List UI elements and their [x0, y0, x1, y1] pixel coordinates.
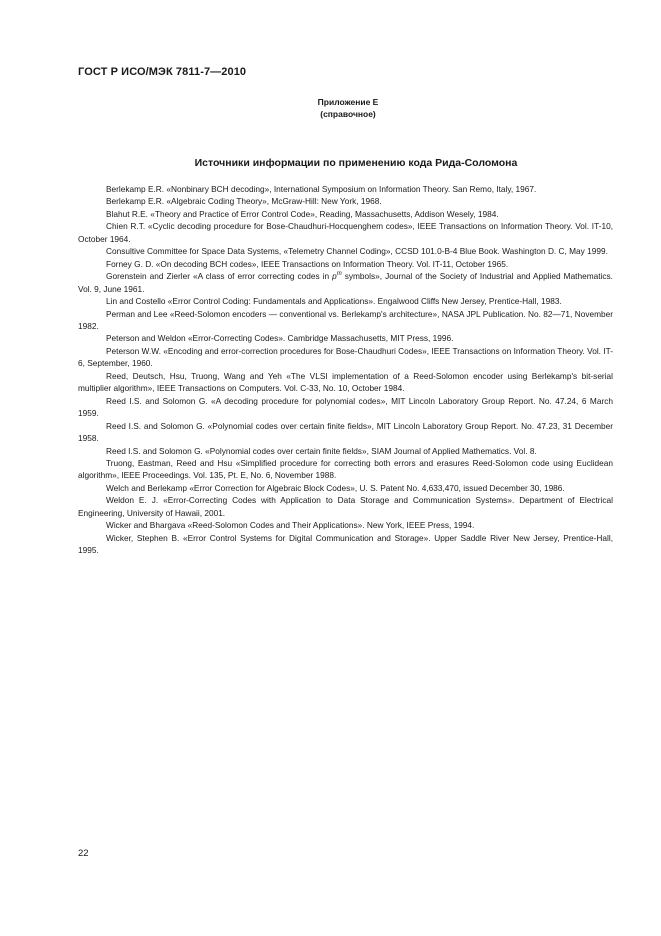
- reference-item: Weldon E. J. «Error-Correcting Codes with Application to Data Storage and Communication Systems». Department of Electrical Engineering, University of Hawaii, 2001.: [78, 495, 613, 518]
- reference-item: Berlekamp E.R. «Algebraic Coding Theory», McGraw-Hill: New York, 1968.: [106, 196, 382, 207]
- reference-item: Wicker, Stephen B. «Error Control Systems for Digital Communication and Storage». Upper Saddle River New Jersey, Prentice-Hall, 1995.: [78, 532, 613, 556]
- reference-list: [78, 183, 613, 557]
- math-exponent: m: [336, 271, 342, 278]
- reference-item: Forney G. D. «On decoding BCH codes», IEEE Transactions on Information Theory. Vol. IT-11, October 1965.: [106, 258, 509, 269]
- reference-item: Reed I.S. and Solomon G. «Polynomial codes over certain finite fields», MIT Lincoln Laboratory Group Report. No. 47.23, 31 December 1958.: [78, 420, 613, 444]
- appendix-type: (справочное): [320, 109, 376, 119]
- reference-item: Consultive Committee for Space Data Systems, «Telemetry Channel Coding», CCSD 101.0-B-4 Blue Book. Washington D. C, May 1999.: [106, 246, 608, 257]
- reference-item: Reed I.S. and Solomon G. «Polynomial codes over certain finite fields», SIAM Journal of Applied Mathematics. Vol. 8.: [106, 445, 537, 456]
- reference-text: Gorenstein and Zierler «A class of error correcting codes in: [106, 271, 333, 282]
- reference-item: Lin and Costello «Error Control Coding: Fundamentals and Applications». Engalwood Cliffs New Jersey, Prentice-Hall, 1983.: [106, 296, 562, 307]
- reference-item: Reed, Deutsch, Hsu, Truong, Wang and Yeh «The VLSI implementation of a Reed-Solomon encoder using Berlekamp's bit-serial multiplier algorithm», IEEE Transactions on Computers. Vol. C-33, No. 10, October 1984.: [78, 370, 613, 394]
- reference-item: [78, 270, 613, 295]
- reference-item: Reed I.S. and Solomon G. «A decoding procedure for polynomial codes», MIT Lincoln Laboratory Group Report. No. 47.24, 6 March 1959.: [78, 395, 613, 419]
- appendix-label: Приложение Е: [317, 97, 379, 107]
- reference-item: Peterson and Weldon «Error-Correcting Codes». Cambridge Massachusetts, MIT Press, 1996.: [106, 333, 454, 344]
- reference-item: Truong, Eastman, Reed and Hsu «Simplified procedure for correcting both errors and erasures Reed-Solomon code using Euclidean algorithm», IEEE Proceedings. Vol. 135, Pt. E, No. 6, November 1988.: [78, 457, 613, 481]
- reference-item: Perman and Lee «Reed-Solomon encoders — conventional vs. Berlekamp's architecture», NASA JPL Publication. No. 82—71, November 1982.: [78, 308, 613, 331]
- math-variable: p: [332, 271, 337, 282]
- reference-item: Chien R.T. «Cyclic decoding procedure for Bose-Chaudhuri-Hocquenghem codes», IEEE Transactions on Information Theory. Vol. IT-10, October 1964.: [78, 221, 613, 244]
- reference-item: Welch and Berlekamp «Error Correction for Algebraic Block Codes», U. S. Patent No. 4,633,470, issued December 30, 1986.: [106, 482, 565, 493]
- page-title: Источники информации по применению кода Рида-Соломона: [194, 157, 518, 169]
- reference-item: Blahut R.E. «Theory and Practice of Error Control Code», Reading, Massachusetts, Addison Wesely, 1984.: [106, 208, 499, 219]
- reference-item: Wicker and Bhargava «Reed-Solomon Codes and Their Applications». New York, IEEE Press, 1994.: [106, 520, 475, 531]
- reference-text: symbols», Journal of the Society of Industrial and Applied Mathematics. Vol. 9, June 1961.: [78, 271, 613, 294]
- page-number: 22: [78, 848, 89, 859]
- appendix-heading: [250, 96, 446, 120]
- document-header: ГОСТ Р ИСО/МЭК 7811-7—2010: [78, 66, 247, 78]
- reference-item: Berlekamp E.R. «Nonbinary BCH decoding», International Symposium on Information Theory. San Remo, Italy, 1967.: [106, 184, 537, 194]
- reference-item: Peterson W.W. «Encoding and error-correction procedures for Bose-Chaudhuri Codes», IEEE Transactions on Information Theory. Vol. IT-6, September, 1960.: [78, 345, 613, 369]
